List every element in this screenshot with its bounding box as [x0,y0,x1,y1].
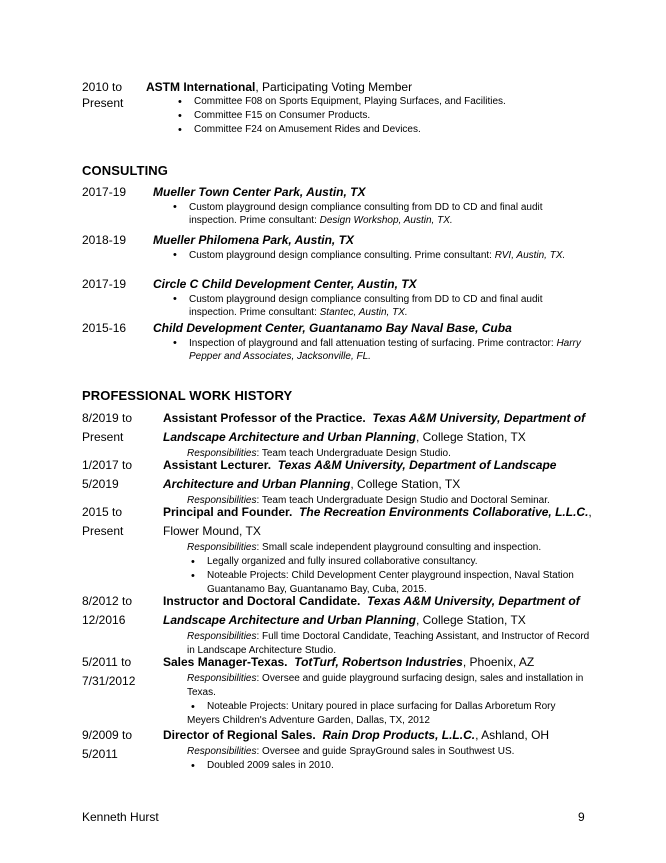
work-responsibilities: Responsibilities: Team teach Undergraduate Design Studio. [187,448,451,459]
list-item: • Noteable Projects: Child Development Center playground inspection, Naval Station Guantanamo Bay, Guantanamo Bay, Cuba, 2015. [187,569,592,597]
work-responsibilities: Responsibilities: Team teach Undergraduate Design Studio and Doctoral Seminar. [187,495,550,506]
list-item: • Doubled 2009 sales in 2010. [187,759,592,773]
work-title: Principal and Founder. The Recreation Environments Collaborative, L.L.C., Flower Mound, TX [163,505,592,538]
astm-date: 2010 to Present [82,80,124,110]
work-title: Instructor and Doctoral Candidate. Texas A&M University, Department of Landscape Architecture and Urban Planning, College Station, TX [163,594,580,627]
consulting-title: Child Development Center, Guantanamo Bay Naval Base, Cuba [153,321,512,335]
consulting-title: Mueller Town Center Park, Austin, TX [153,185,366,199]
work-responsibilities: Responsibilities: Full time Doctoral Candidate, Teaching Assistant, and Instructor of Record in Landscape Architecture Studio. [187,631,590,656]
footer-name: Kenneth Hurst [82,810,159,824]
list-item: • Custom playground design compliance consulting from DD to CD and final audit inspection. Prime consultant: Stantec, Austin, TX. [165,293,592,319]
list-item: • Committee F08 on Sports Equipment, Playing Surfaces, and Facilities. [170,95,602,109]
consulting-title: Mueller Philomena Park, Austin, TX [153,233,354,247]
work-responsibilities: Responsibilities: Oversee and guide SprayGround sales in Southwest US. [187,746,515,757]
list-item: • Committee F24 on Amusement Rides and Devices. [170,123,602,137]
section-heading-consulting: CONSULTING [82,163,168,178]
page-number: 9 [578,810,585,824]
project-continuation: Meyers Children's Adventure Garden, Dallas, TX, 2012 [187,715,430,726]
list-item: • Inspection of playground and fall attenuation testing of surfacing. Prime contractor: Harry Pepper and Associates, Jacksonville, FL. [165,337,592,363]
work-responsibilities: Responsibilities: Oversee and guide playground surfacing design, sales and installation in Texas. [187,673,584,698]
work-title: Assistant Professor of the Practice. Texas A&M University, Department of Landscape Architecture and Urban Planning, College Station, TX [163,411,586,444]
list-item: • Committee F15 on Consumer Products. [170,109,602,123]
work-title: Sales Manager-Texas. TotTurf, Robertson Industries, Phoenix, AZ [163,655,535,669]
list-item: • Legally organized and fully insured collaborative consultancy. [187,555,592,569]
work-responsibilities: Responsibilities: Small scale independent playground consulting and inspection. [187,542,542,553]
work-title: Director of Regional Sales. Rain Drop Products, L.L.C., Ashland, OH [163,728,550,742]
list-item: • Custom playground design compliance consulting from DD to CD and final audit inspection. Prime consultant: Design Workshop, Austin, TX. [165,201,592,227]
section-heading-work-history: PROFESSIONAL WORK HISTORY [82,388,293,403]
astm-committees [170,95,602,137]
astm-content [146,79,602,137]
list-item: • Noteable Projects: Unitary poured in place surfacing for Dallas Arboretum Rory [187,700,592,714]
work-title: Assistant Lecturer. Texas A&M University, Department of Landscape Architecture and Urban Planning, College Station, TX [163,458,557,491]
consulting-title: Circle C Child Development Center, Austin, TX [153,277,417,291]
list-item: • Custom playground design compliance consulting. Prime consultant: RVI, Austin, TX. [165,249,592,262]
resume-page: 2010 to Present ASTM International, Participating Voting Member • Committee F08 on Sports Equipment, Playing Surfaces, and Facilities. • Committee F15 on Consumer Products. • Committee F24 on Amusement Rides and Devices. CONSULTING 2017-19 Mueller Town Center Park, Austin, TX • Custom playground design compliance consulting from DD to CD and final audit inspection. Prime consultant: Design Workshop, Austin, TX. 2018-19 Mueller Philomena Park, Austin, TX • Custom playground design compliance consulting. Prime consultant: RVI, Austin, TX. 2017-19 Circle C Child Development Center, Austin, TX • Custom playground design compliance consulting from DD to CD and final audit inspection. Prime consultant: Stantec, Austin, TX. 2015-16 Child Development Center, Guantanamo Bay Naval Base, Cuba • Inspection of playground and fall attenuation testing of surfacing. Prime contractor: Harry Pepper and Associates, Jacksonville, FL. PROFESSIONAL WORK HISTORY 8/2019 to Present Assistant Professor of the Practice. Texas A&M University, Department of Landscape Architecture and Urban Planning, College Station, TX Responsibilities: Team teach Undergraduate Design Studio. 1/2017 to 5/2019 Assistant Lecturer. Texas A&M University, Department of Landscape Architecture and Urban Planning, College Station, TX Responsibilities: Team teach Undergraduate Design Studio and Doctoral Seminar. 2015 to Present Principal and Founder. The Recreation Environments Collaborative, L.L.C., Flower Mound, TX Responsibilities: Small scale independent playground consulting and inspection. • Legally organized and fully insured collaborative consultancy. • Noteable Projects: Child Development Center playground inspection, Naval Station Guantanamo Bay, Guantanamo Bay, Cuba, 2015. 8/2012 to 12/2016 Instructor and Doctoral Candidate. Texas A&M University, Department of Landscape Architecture and Urban Planning, College Station, TX Responsibilities: Full time Doctoral Candidate, Teaching Assistant, and Instructor of Record in Landscape Architecture Studio. 5/2011 to 7/31/2012 Sales Manager-Texas. TotTurf, Robertson Industries, Phoenix, AZ Responsibilities: Oversee and guide playground surfacing design, sales and installation in Texas. • Noteable Projects: Unitary poured in place surfacing for Dallas Arboretum Rory Meyers Children's Adventure Garden, Dallas, TX, 2012 9/2009 to 5/2011 Director of Regional Sales. Rain Drop Products, L.L.C., Ashland, OH Responsibilities: Oversee and guide SprayGround sales in Southwest US. • Doubled 2009 sales in 2010. Kenneth Hurst 9 [0,0,666,863]
astm-heading: ASTM International, Participating Voting Member [146,80,413,94]
